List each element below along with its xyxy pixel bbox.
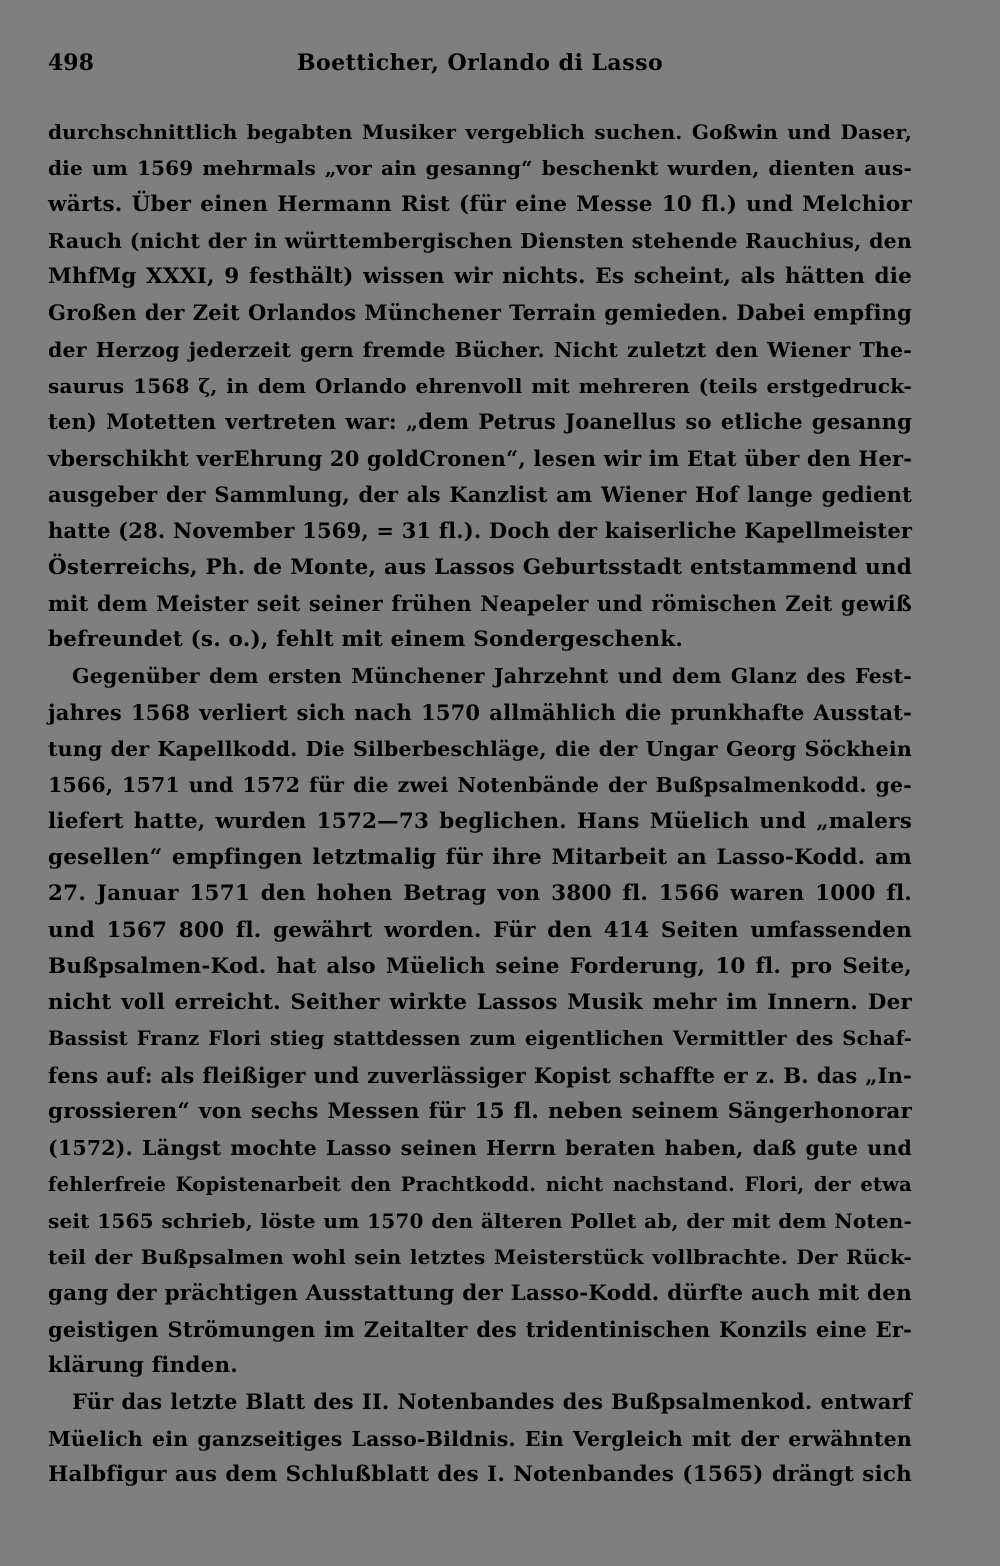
text-line: teil der Bußpsalmen wohl sein letztes Meisterstück vollbrachte. Der Rück-	[48, 1245, 912, 1270]
text-line: die um 1569 mehrmals „vor ain gesanng“ beschenkt wurden, dienten aus-	[48, 156, 912, 181]
text-line: Großen der Zeit Orlandos Münchener Terrain gemieden. Dabei empfing	[48, 300, 912, 326]
text-line: ausgeber der Sammlung, der als Kanzlist am Wiener Hof lange gedient	[48, 481, 912, 507]
text-line: Bußpsalmen-Kod. hat also Müelich seine Forderung, 10 fl. pro Seite,	[48, 953, 912, 979]
text-line: jahres 1568 verliert sich nach 1570 allmählich die prunkhafte Ausstat-	[48, 699, 912, 725]
running-head: Boetticher, Orlando di Lasso	[296, 50, 664, 76]
text-line: grossieren“ von sechs Messen für 15 fl. neben seinem Sängerhonorar	[48, 1099, 912, 1125]
text-line: gang der prächtigen Ausstattung der Lasso-Kodd. dürfte auch mit den	[48, 1280, 912, 1306]
text-line: 27. Januar 1571 den hohen Betrag von 3800 fl. 1566 waren 1000 fl.	[48, 881, 912, 907]
text-line: tung der Kapellkodd. Die Silberbeschläge, die der Ungar Georg Söckhein	[48, 737, 912, 762]
text-line: Bassist Franz Flori stieg stattdessen zum eigentlichen Vermittler des Schaf-	[48, 1027, 912, 1051]
text-line: liefert hatte, wurden 1572—73 beglichen. Hans Müelich und „malers	[48, 808, 912, 834]
text-line: Halbfigur aus dem Schlußblatt des I. Notenbandes (1565) drängt sich	[48, 1461, 912, 1487]
text-line: seit 1565 schrieb, löste um 1570 den älteren Pollet ab, der mit dem Noten-	[48, 1208, 912, 1233]
text-line: befreundet (s. o.), fehlt mit einem Sondergeschenk.	[48, 627, 684, 653]
text-line: durchschnittlich begabten Musiker vergeblich suchen. Goßwin und Daser,	[48, 120, 912, 144]
text-line: klärung finden.	[48, 1353, 238, 1379]
body-text	[48, 114, 912, 1493]
text-line: und 1567 800 fl. gewährt worden. Für den 414 Seiten umfassenden	[48, 917, 912, 943]
text-line: 1566, 1571 und 1572 für die zwei Notenbände der Bußpsalmenkodd. ge-	[48, 773, 912, 798]
text-line: fens auf: als fleißiger und zuverlässiger Kopist schaffte er z. B. das „In-	[48, 1062, 912, 1088]
text-line: mit dem Meister seit seiner frühen Neapeler und römischen Zeit gewiß	[48, 590, 912, 616]
text-line: fehlerfreie Kopistenarbeit den Prachtkodd. nicht nachstand. Flori, der etwa	[48, 1172, 912, 1196]
text-line: MhfMg XXXI, 9 festhält) wissen wir nichts. Es scheint, als hätten die	[48, 264, 912, 290]
text-line: Gegenüber dem ersten Münchener Jahrzehnt und dem Glanz des Fest-	[72, 664, 912, 689]
text-line: Rauch (nicht der in württembergischen Diensten stehende Rauchius, den	[48, 228, 912, 253]
text-line: ten) Motetten vertreten war: „dem Petrus Joanellus so etliche gesanng	[48, 409, 912, 435]
text-line: hatte (28. November 1569, = 31 fl.). Doch der kaiserliche Kapellmeister	[48, 518, 913, 544]
text-line: vberschikht verEhrung 20 goldCronen“, lesen wir im Etat über den Her-	[48, 445, 913, 471]
text-line: Österreichs, Ph. de Monte, aus Lassos Geburtsstadt entstammend und	[48, 554, 912, 580]
text-line: nicht voll erreicht. Seither wirkte Lassos Musik mehr im Innern. Der	[48, 990, 912, 1016]
text-line: gesellen“ empfingen letztmalig für ihre Mitarbeit an Lasso-Kodd. am	[48, 844, 912, 870]
page-number: 498	[48, 50, 94, 76]
text-line: saurus 1568 ζ, in dem Orlando ehrenvoll mit mehreren (teils erstgedruck-	[48, 374, 912, 399]
text-line: der Herzog jederzeit gern fremde Bücher. Nicht zuletzt den Wiener The-	[48, 337, 912, 362]
text-line: Für das letzte Blatt des II. Notenbandes des Bußpsalmenkod. entwarf	[72, 1389, 912, 1415]
page-header	[48, 50, 912, 86]
text-line: Müelich ein ganzseitiges Lasso-Bildnis. Ein Vergleich mit der erwähnten	[48, 1426, 912, 1451]
text-line: wärts. Über einen Hermann Rist (für eine Messe 10 fl.) und Melchior	[48, 191, 912, 217]
text-line: (1572). Längst mochte Lasso seinen Herrn beraten haben, daß gute und	[48, 1136, 912, 1161]
text-line: geistigen Strömungen im Zeitalter des tridentinischen Konzils eine Er-	[48, 1316, 912, 1342]
